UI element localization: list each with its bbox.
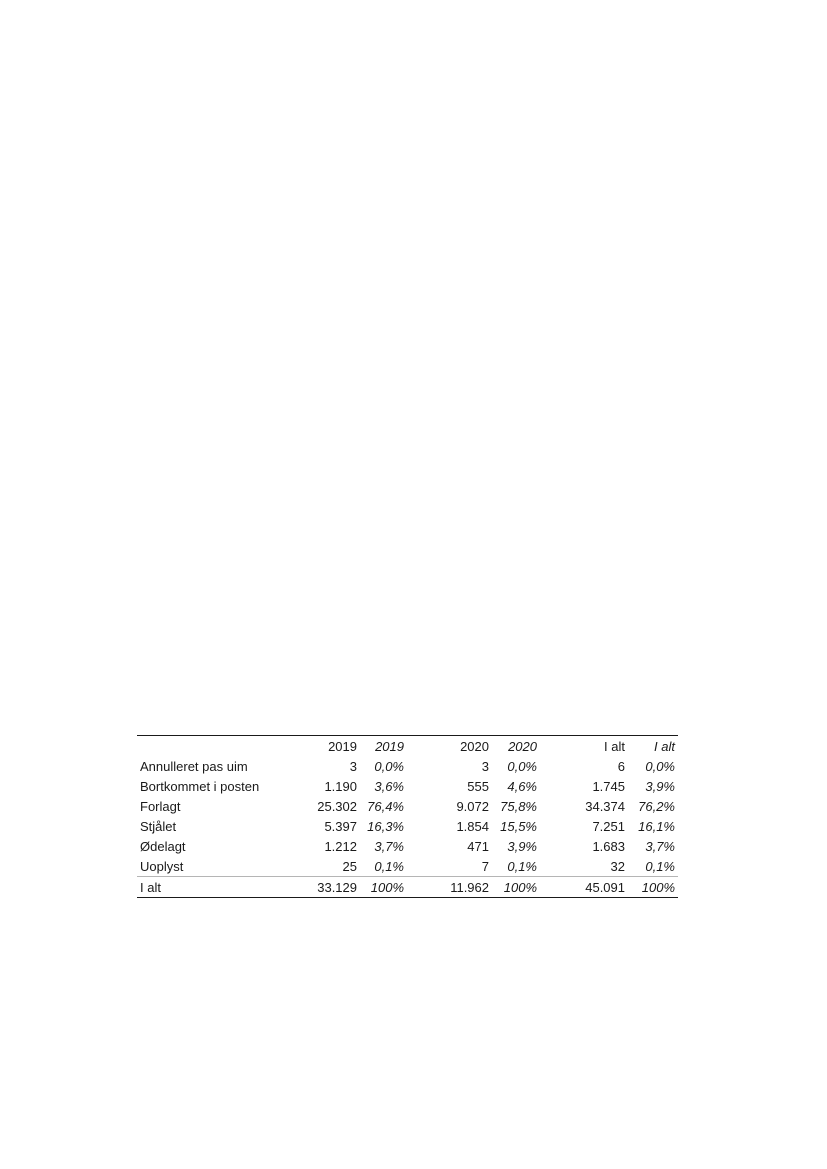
cell-2019-percent: 0,1%: [374, 858, 404, 874]
table-row: [137, 856, 678, 877]
cell-2019-count: 1.212: [324, 838, 357, 854]
header-2020-count: 2020: [460, 738, 489, 754]
total-2020-percent: 100%: [503, 879, 537, 895]
table-header-row: [137, 736, 678, 757]
cell-2020-count: 555: [467, 778, 489, 794]
cell-2020-percent: 15,5%: [500, 818, 537, 834]
total-grand-count: 45.091: [585, 879, 625, 895]
total-2020-count: 11.962: [450, 879, 489, 895]
table-row: [137, 776, 678, 796]
cell-total-percent: 3,9%: [645, 778, 675, 794]
cell-total-count: 7.251: [592, 818, 625, 834]
cell-total-count: 1.683: [592, 838, 625, 854]
cell-2019-count: 3: [349, 758, 357, 774]
cell-total-count: 34.374: [585, 798, 625, 814]
total-2019-count: 33.129: [317, 879, 357, 895]
cell-2020-percent: 0,0%: [507, 758, 537, 774]
row-label: Ødelagt: [140, 838, 186, 854]
cell-2020-count: 3: [481, 758, 489, 774]
total-grand-percent: 100%: [641, 879, 675, 895]
table-total-row: [137, 877, 678, 898]
cell-2019-count: 1.190: [324, 778, 357, 794]
statistics-table: [137, 735, 678, 898]
cell-2020-count: 9.072: [456, 798, 489, 814]
table-row: [137, 816, 678, 836]
cell-2020-count: 471: [467, 838, 489, 854]
cell-2019-percent: 3,6%: [374, 778, 404, 794]
cell-2020-percent: 75,8%: [500, 798, 537, 814]
header-2019-percent: 2019: [375, 738, 404, 754]
cell-total-percent: 3,7%: [645, 838, 675, 854]
cell-total-count: 1.745: [592, 778, 625, 794]
cell-2019-percent: 16,3%: [367, 818, 404, 834]
cell-2019-percent: 76,4%: [367, 798, 404, 814]
cell-2019-percent: 0,0%: [374, 758, 404, 774]
total-row-label: I alt: [140, 879, 161, 895]
table-row: [137, 756, 678, 776]
header-2019-count: 2019: [328, 738, 357, 754]
header-total-count: I alt: [604, 738, 625, 754]
row-label: Forlagt: [140, 798, 181, 814]
cell-total-count: 6: [617, 758, 625, 774]
table-row: [137, 796, 678, 816]
total-2019-percent: 100%: [370, 879, 404, 895]
row-label: Uoplyst: [140, 858, 184, 874]
cell-total-count: 32: [610, 858, 625, 874]
cell-2020-percent: 4,6%: [507, 778, 537, 794]
header-label-cell: [137, 736, 304, 757]
table-row: [137, 836, 678, 856]
cell-2019-count: 25: [342, 858, 357, 874]
row-label: Annulleret pas uim: [140, 758, 248, 774]
row-label: Stjålet: [140, 818, 177, 834]
cell-2020-percent: 3,9%: [507, 838, 537, 854]
cell-total-percent: 16,1%: [638, 818, 675, 834]
row-label: Bortkommet i posten: [140, 778, 260, 794]
cell-2020-percent: 0,1%: [507, 858, 537, 874]
cell-2020-count: 1.854: [456, 818, 489, 834]
statistics-table-container: [137, 735, 678, 898]
header-total-percent: I alt: [654, 738, 675, 754]
cell-2019-percent: 3,7%: [374, 838, 404, 854]
cell-total-percent: 76,2%: [638, 798, 675, 814]
cell-2019-count: 5.397: [324, 818, 357, 834]
cell-2020-count: 7: [481, 858, 489, 874]
header-2020-percent: 2020: [508, 738, 537, 754]
cell-total-percent: 0,1%: [645, 858, 675, 874]
cell-2019-count: 25.302: [317, 798, 357, 814]
cell-total-percent: 0,0%: [645, 758, 675, 774]
